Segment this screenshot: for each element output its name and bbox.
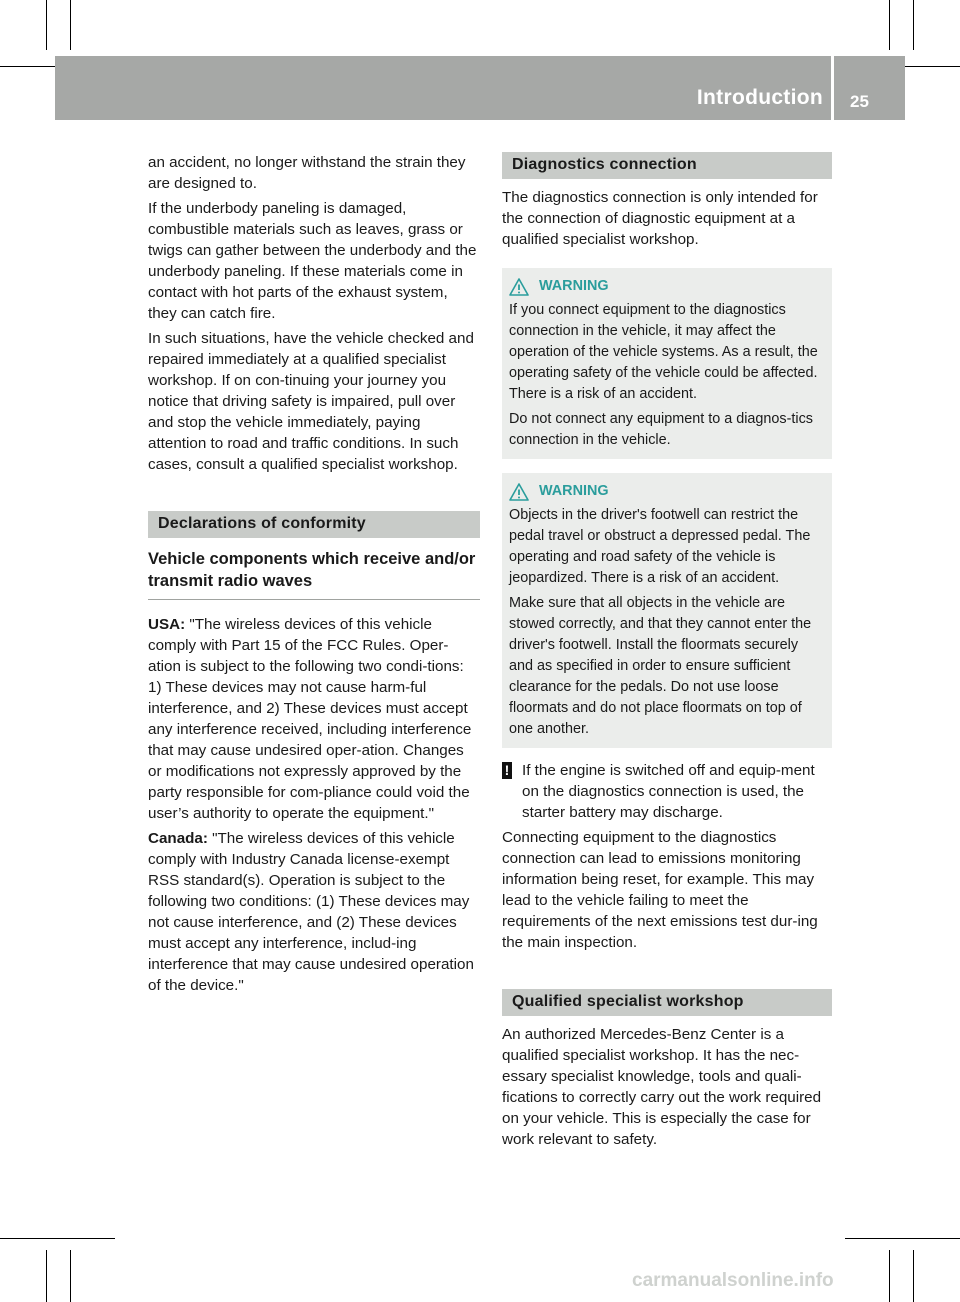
warning-label: WARNING (539, 483, 609, 499)
crop-mark (889, 1250, 890, 1302)
warning-title (509, 481, 825, 502)
warning-text: Make sure that all objects in the vehicle are stowed correctly, and that they cannot enter the driver's footwell. Install the floormats securely and as specified in order to ensure sufficient clearance for the pedals. Do not use loose floormats and do not place floormats on top of one another. (509, 595, 812, 737)
crop-mark (46, 0, 47, 50)
section-heading-diagnostics: Diagnostics connection (502, 152, 832, 179)
left-column (148, 152, 480, 1000)
subheading-radio-components: Vehicle components which receive and/or transmit radio waves (148, 548, 480, 600)
body-paragraph: an accident, no longer withstand the strain they are designed to. (148, 154, 466, 192)
warning-box (502, 473, 832, 748)
crop-mark (889, 0, 890, 50)
note (502, 760, 832, 823)
crop-mark (46, 1250, 47, 1302)
header-divider (831, 56, 834, 120)
canada-label: Canada: (148, 830, 208, 847)
warning-title (509, 276, 825, 297)
warning-text: Do not connect any equipment to a diagnos-tics connection in the vehicle. (509, 411, 813, 448)
canada-text: "The wireless devices of this vehicle comply with Industry Canada license-exempt RSS standard(s). Operation is subject to the following two conditions: (1) These devices may not cause interference, and (2) These devices must accept any interference, includ-ing interference that may cause undesired operation of the device." (148, 830, 474, 994)
body-paragraph: Connecting equipment to the diagnostics connection can lead to emissions monitoring information being reset, for example. This may lead to the vehicle failing to meet the requirements of the next emissions test dur-ing the main inspection. (502, 829, 818, 951)
body-paragraph: In such situations, have the vehicle checked and repaired immediately at a qualified specialist workshop. If on con-tinuing your journey you notice that driving safety is impaired, pull over and stop the vehicle immediately, paying attention to road and traffic conditions. In such cases, consult a qualified specialist workshop. (148, 330, 474, 473)
body-paragraph: The diagnostics connection is only intended for the connection of diagnostic equipment at a qualified specialist workshop. (502, 189, 818, 248)
section-heading-workshop: Qualified specialist workshop (502, 989, 832, 1016)
crop-mark (70, 0, 71, 50)
canada-statement (148, 828, 480, 996)
section-title: Introduction (696, 86, 823, 109)
warning-text: If you connect equipment to the diagnostics connection in the vehicle, it may affect the operation of the vehicle systems. As a result, the operating safety of the vehicle could be affected. There is a risk of an accident. (509, 302, 818, 402)
crop-mark (70, 1250, 71, 1302)
crop-mark (913, 0, 914, 50)
crop-mark (0, 1238, 115, 1239)
body-paragraph: An authorized Mercedes-Benz Center is a qualified specialist workshop. It has the nec-essary specialist knowledge, tools and quali-fications to correctly carry out the work required on your vehicle. This is especially the case for work relevant to safety. (502, 1026, 822, 1148)
body-paragraph: If the underbody paneling is damaged, combustible materials such as leaves, grass or twigs can gather between the underbody and the underbody paneling. If these materials come in contact with hot parts of the exhaust system, they can catch fire. (148, 200, 477, 322)
usa-statement (148, 614, 480, 824)
watermark: carmanualsonline.info (632, 1270, 834, 1291)
warning-text: Objects in the driver's footwell can restrict the pedal travel or obstruct a depressed pedal. The operating and road safety of the vehicle is jeopardized. There is a risk of an accident. (509, 507, 811, 586)
section-heading-declarations: Declarations of conformity (148, 511, 480, 538)
warning-label: WARNING (539, 278, 609, 294)
crop-mark (913, 1250, 914, 1302)
warning-box (502, 268, 832, 459)
right-column (502, 152, 832, 1154)
usa-text: "The wireless devices of this vehicle comply with Part 15 of the FCC Rules. Oper-ation is subject to the following two condi-tions: 1) These devices may not cause harm-ful interference, and 2) These devices must accept any interference received, including interference that may cause undesired oper-ation. Changes or modifications not expressly approved by the party responsible for com-pliance could void the user’s authority to operate the equipment." (148, 616, 472, 822)
note-text: If the engine is switched off and equip-ment on the diagnostics connection is used, the starter battery may discharge. (522, 762, 815, 821)
exclamation-icon: ! (502, 762, 512, 779)
warning-triangle-icon (509, 483, 529, 501)
page-number: 25 (850, 92, 869, 111)
crop-mark (845, 1238, 960, 1239)
usa-label: USA: (148, 616, 186, 633)
warning-triangle-icon (509, 278, 529, 296)
